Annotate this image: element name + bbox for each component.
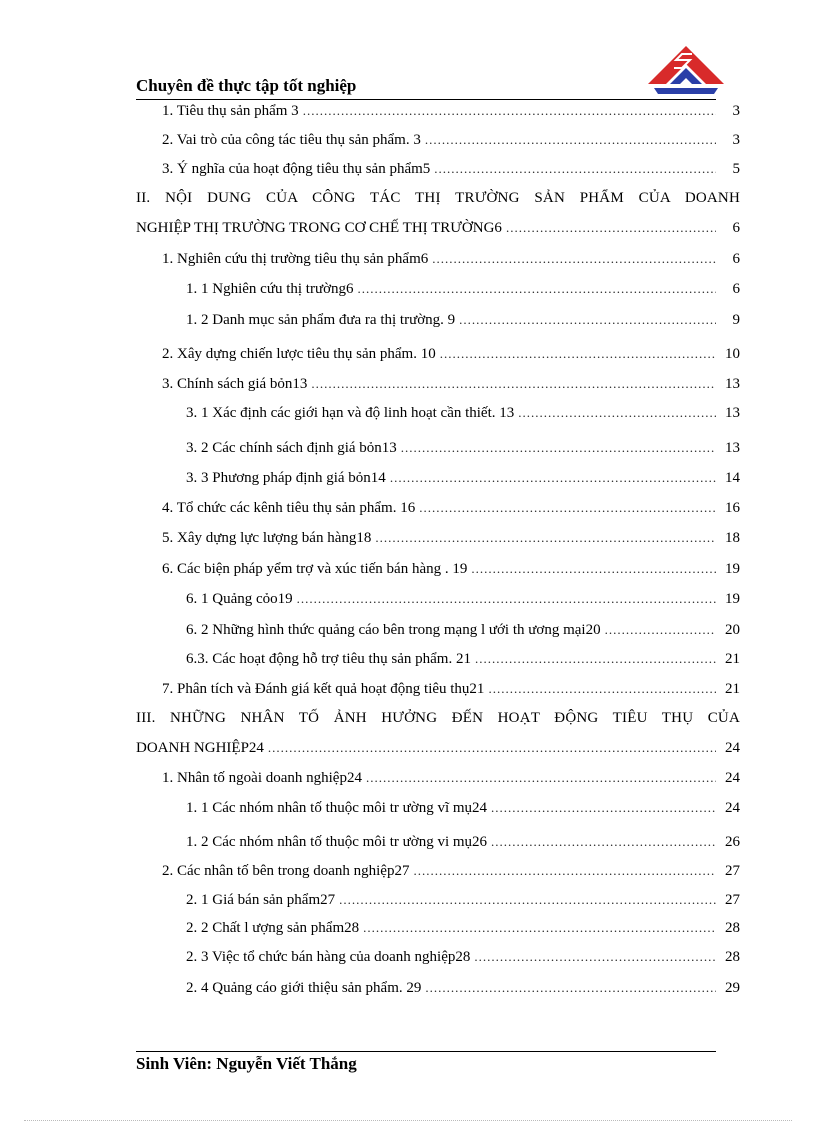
toc-page-number: 28 <box>725 920 740 936</box>
page-bottom-border <box>24 1120 792 1121</box>
toc-entry-text: 6. Các biện pháp yểm trợ và xúc tiến bán hàng . 19 <box>162 561 468 577</box>
toc-leader <box>413 859 716 883</box>
toc-page-number: 24 <box>725 800 740 816</box>
toc-entry[interactable] <box>136 277 740 301</box>
toc-leader <box>297 587 716 611</box>
toc-entry-text: 7. Phân tích và Đánh giá kết quả hoạt động tiêu thụ21 <box>162 681 485 697</box>
toc-page-number: 19 <box>725 561 740 577</box>
toc-entry-text: 1. 2 Danh mục sản phẩm đưa ra thị trường. 9 <box>186 312 456 328</box>
toc-entry-text: 1. Nhân tố ngoài doanh nghiệp24 <box>162 770 362 786</box>
toc-page-number: 6 <box>732 251 740 267</box>
toc-entry[interactable] <box>136 99 740 123</box>
toc-leader <box>459 308 716 332</box>
toc-leader <box>339 888 716 912</box>
toc-entry-text: 6. 2 Những hình thức quảng cáo bên trong mạng l ưới th ương mại20 <box>186 622 601 638</box>
toc-page-number: 24 <box>725 740 740 756</box>
toc-entry[interactable] <box>136 526 740 550</box>
toc-entry[interactable] <box>136 736 740 760</box>
toc-entry[interactable] <box>136 466 740 490</box>
toc-entry-text: 6.3. Các hoạt động hỗ trợ tiêu thụ sản phẩm. 21 <box>186 651 471 667</box>
toc-leader <box>434 157 716 181</box>
toc-entry[interactable] <box>136 647 740 671</box>
toc-leader <box>491 830 716 854</box>
toc-entry-text: 1. 1 Nghiên cứu thị trường6 <box>186 281 354 297</box>
toc-entry-text: 1. 2 Các nhóm nhân tố thuộc môi tr ường vi mụ26 <box>186 834 488 850</box>
school-logo-icon <box>646 44 726 96</box>
toc-entry[interactable] <box>136 372 740 396</box>
toc-leader <box>419 496 716 520</box>
toc-entry[interactable] <box>136 401 740 425</box>
toc-entry[interactable] <box>136 945 740 969</box>
toc-section-heading[interactable]: III. NHỮNG NHÂN TỐ ẢNH HƯỞNG ĐẾN HOẠT ĐỘNG TIÊU THỤ CỦA <box>136 710 740 726</box>
toc-entry-text: 1. Nghiên cứu thị trường tiêu thụ sản phẩm6 <box>162 251 429 267</box>
toc-page-number: 18 <box>725 530 740 546</box>
toc-entry[interactable] <box>136 859 740 883</box>
toc-entry-text: 3. 1 Xác định các giới hạn và độ linh hoạt cần thiết. 13 <box>186 405 515 421</box>
footer-rule <box>136 1051 716 1052</box>
toc-page-number: 5 <box>732 161 740 177</box>
toc-leader <box>475 647 716 671</box>
toc-leader <box>506 216 716 240</box>
toc-leader <box>363 916 716 940</box>
toc-page-number: 24 <box>725 770 740 786</box>
toc-page-number: 14 <box>725 470 740 486</box>
toc-page-number: 16 <box>725 500 740 516</box>
toc-leader <box>425 128 716 152</box>
toc-entry-text: 2. 2 Chất l ượng sản phẩm28 <box>186 920 360 936</box>
toc-page-number: 3 <box>732 103 740 119</box>
toc-entry-text: NGHIỆP THỊ TRƯỜNG TRONG CƠ CHẾ THỊ TRƯỜNG6 <box>136 220 502 236</box>
toc-entry[interactable] <box>136 557 740 581</box>
toc-page-number: 20 <box>725 622 740 638</box>
toc-leader <box>401 436 716 460</box>
toc-page-number: 13 <box>725 440 740 456</box>
toc-entry[interactable] <box>136 916 740 940</box>
toc-entry-text: 3. Ý nghĩa của hoạt động tiêu thụ sản phẩm5 <box>162 161 431 177</box>
toc-leader <box>425 976 716 1000</box>
toc-leader <box>474 945 716 969</box>
toc-entry[interactable] <box>136 888 740 912</box>
toc-entry-text: 6. 1 Quảng cỏo19 <box>186 591 293 607</box>
toc-page-number: 29 <box>725 980 740 996</box>
toc-entry-text: 1. Tiêu thụ sản phẩm 3 <box>162 103 299 119</box>
toc-entry[interactable] <box>136 157 740 181</box>
toc-entry[interactable] <box>136 830 740 854</box>
toc-entry[interactable] <box>136 247 740 271</box>
toc-page-number: 21 <box>725 681 740 697</box>
toc-page-number: 3 <box>732 132 740 148</box>
toc-leader <box>366 766 716 790</box>
toc-entry-text: 3. 2 Các chính sách định giá bỏn13 <box>186 440 397 456</box>
toc-entry-text: 1. 1 Các nhóm nhân tố thuộc môi tr ường vĩ mụ24 <box>186 800 488 816</box>
toc-entry[interactable] <box>136 677 740 701</box>
toc-page-number: 6 <box>732 220 740 236</box>
toc-entry-text: DOANH NGHIỆP24 <box>136 740 264 756</box>
toc-leader <box>311 372 716 396</box>
toc-entry-text: 2. Các nhân tố bên trong doanh nghiệp27 <box>162 863 410 879</box>
toc-entry-text: 2. 1 Giá bán sản phẩm27 <box>186 892 336 908</box>
toc-leader <box>303 99 716 123</box>
toc-entry[interactable] <box>136 976 740 1000</box>
toc-page-number: 27 <box>725 863 740 879</box>
toc-entry[interactable] <box>136 342 740 366</box>
toc-entry-text: 3. Chính sách giá bỏn13 <box>162 376 308 392</box>
toc-page-number: 27 <box>725 892 740 908</box>
toc-leader <box>268 736 716 760</box>
toc-leader <box>605 618 716 642</box>
toc-entry-text: 2. 3 Việc tổ chức bán hàng của doanh nghiệp28 <box>186 949 471 965</box>
toc-leader <box>491 796 716 820</box>
toc-leader <box>390 466 716 490</box>
toc-leader <box>518 401 716 425</box>
toc-entry[interactable] <box>136 308 740 332</box>
toc-entry[interactable] <box>136 496 740 520</box>
toc-section-heading[interactable]: II. NỘI DUNG CỦA CÔNG TÁC THỊ TRƯỜNG SẢN PHẨM CỦA DOANH <box>136 190 740 206</box>
page-header-title: Chuyên đề thực tập tốt nghiệp <box>136 76 357 95</box>
toc-entry[interactable] <box>136 436 740 460</box>
toc-page-number: 6 <box>732 281 740 297</box>
toc-page-number: 10 <box>725 346 740 362</box>
toc-page-number: 9 <box>732 312 740 328</box>
toc-leader <box>471 557 716 581</box>
toc-leader <box>432 247 716 271</box>
toc-entry-text: 3. 3 Phương pháp định giá bỏn14 <box>186 470 386 486</box>
toc-entry-text: 4. Tổ chức các kênh tiêu thụ sản phẩm. 16 <box>162 500 416 516</box>
toc-page-number: 19 <box>725 591 740 607</box>
toc-page-number: 26 <box>725 834 740 850</box>
toc-page-number: 28 <box>725 949 740 965</box>
toc-entry-text: 2. Xây dựng chiến lược tiêu thụ sản phẩm. 10 <box>162 346 436 362</box>
toc-entry[interactable] <box>136 128 740 152</box>
footer-author: Sinh Viên: Nguyễn Viết Thắng <box>136 1054 357 1073</box>
toc-page-number: 13 <box>725 405 740 421</box>
toc-entry[interactable] <box>136 766 740 790</box>
toc-entry[interactable] <box>136 587 740 611</box>
toc-entry[interactable] <box>136 216 740 240</box>
toc-leader <box>375 526 716 550</box>
toc-leader <box>488 677 716 701</box>
toc-leader <box>358 277 716 301</box>
toc-entry[interactable] <box>136 796 740 820</box>
toc-entry-text: 2. 4 Quảng cáo giới thiệu sản phẩm. 29 <box>186 980 422 996</box>
toc-page-number: 13 <box>725 376 740 392</box>
toc-leader <box>440 342 716 366</box>
toc-page-number: 21 <box>725 651 740 667</box>
toc-entry-text: 2. Vai trò của công tác tiêu thụ sản phẩm. 3 <box>162 132 421 148</box>
toc-entry[interactable] <box>136 618 740 642</box>
toc-entry-text: 5. Xây dựng lực lượng bán hàng18 <box>162 530 372 546</box>
